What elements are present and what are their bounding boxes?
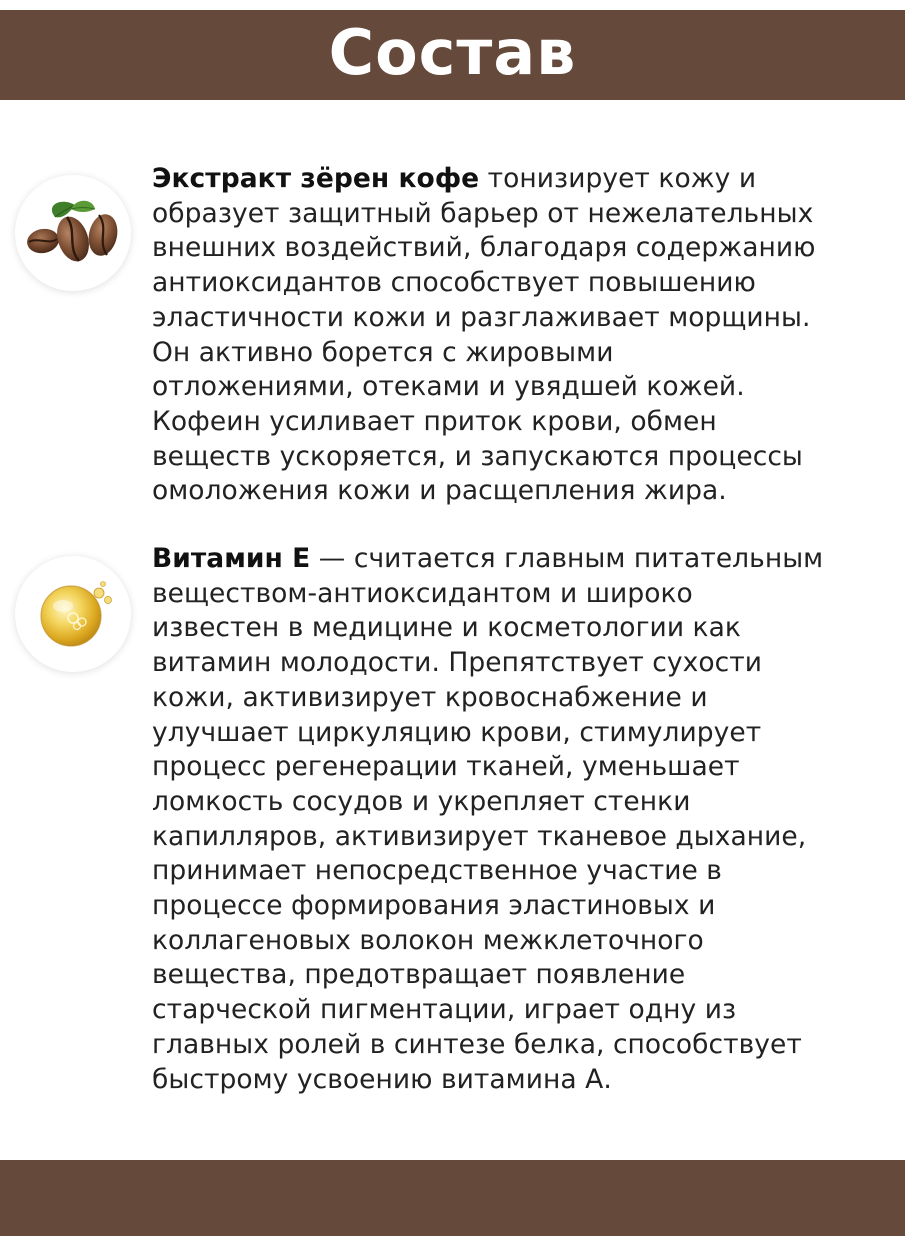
text-line: ломкость сосудов и укрепляет стенки [152, 785, 691, 817]
header-bar [0, 10, 905, 100]
text-line: Он активно борется с жировыми [152, 336, 614, 368]
text-line: старческой пигментации, играет одну из [152, 994, 737, 1026]
text-line: известен в медицине и косметологии как [152, 612, 741, 644]
text-line: кожи, активизирует кровоснабжение и [152, 681, 708, 713]
text-line: капилляров, активизирует тканевое дыхание, [152, 820, 807, 852]
text-line: Экстракт зёрен кофе тонизирует кожу и [152, 163, 757, 194]
text-line: коллагеновых волокон межклеточного [152, 924, 704, 956]
coffee-beans-icon [15, 175, 131, 291]
footer-bar [0, 1160, 905, 1236]
text-line: эластичности кожи и разглаживает морщины. [152, 301, 811, 333]
text-line: внешних воздействий, благодаря содержанию [152, 232, 816, 264]
text-line: антиоксидантов способствует повышению [152, 267, 756, 299]
text-line: Витамин Е — считается главным питательным [152, 543, 824, 574]
ingredient-vitamin-e-term: Витамин Е [152, 543, 311, 574]
text-line: омоложения кожи и расщепления жира. [152, 475, 727, 507]
ingredient-coffee-term: Экстракт зёрен кофе [152, 163, 480, 194]
text-line: процесс регенерации тканей, уменьшает [152, 751, 740, 783]
text-line: вещества, предотвращает появление [152, 959, 686, 991]
text-line: процессе формирования эластиновых и [152, 890, 716, 922]
text-line: отложениями, отеками и увядшей кожей. [152, 371, 745, 403]
ingredient-coffee-description [152, 162, 892, 509]
text-line: улучшает циркуляцию крови, стимулирует [152, 716, 762, 748]
text-line: витамин молодости. Препятствует сухости [152, 647, 763, 679]
text-line: принимает непосредственное участие в [152, 855, 722, 887]
oil-drop-icon [15, 556, 131, 672]
text-line: быстрому усвоению витамина А. [152, 1063, 612, 1095]
text-line: Кофеин усиливает приток крови, обмен [152, 405, 717, 437]
ingredient-vitamin-e-description [152, 542, 892, 1097]
text-line: веществом-антиоксидантом и широко [152, 577, 693, 609]
text-line: главных ролей в синтезе белка, способствует [152, 1028, 802, 1060]
text-line: веществ ускоряется, и запускаются процессы [152, 440, 803, 472]
page-title: Состав [328, 16, 577, 89]
text-line: образует защитный барьер от нежелательных [152, 197, 814, 229]
